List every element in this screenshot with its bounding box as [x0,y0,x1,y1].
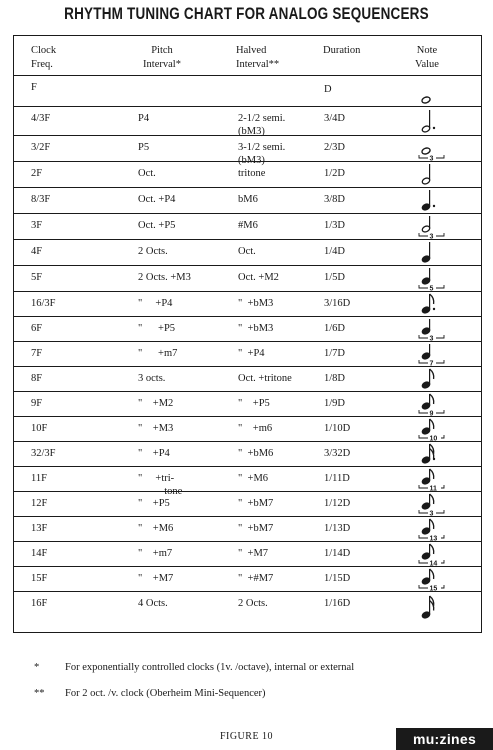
note-value-symbol [404,517,454,541]
duration-cell: 1/11D [324,473,350,484]
duration-cell: 1/15D [324,573,351,584]
note-value-symbol [404,342,454,366]
duration-cell: 2/3D [324,142,345,153]
note-flag [430,394,434,404]
clock-freq-cell: 14F [31,548,48,559]
halved-interval-cell: " +bM7 [238,498,274,509]
table-row [14,542,481,567]
note-icon [404,517,454,542]
footnote-1: * [34,662,40,673]
tuplet-number: 3 [429,233,434,241]
duration-cell: 1/16D [324,598,351,609]
tuplet-number: 7 [429,360,434,368]
note-flag [430,469,434,479]
note-flag [430,519,434,529]
duration-cell: 1/6D [324,323,345,334]
clock-freq-cell: 7F [31,348,43,359]
header-pitch-interval: Pitch Interval* [143,45,181,70]
note-value-symbol [404,467,454,491]
header-duration: Duration [323,45,361,56]
note-icon [404,367,454,392]
clock-freq-cell: 32/3F [31,448,56,459]
clock-freq-cell: 16F [31,598,48,609]
pitch-interval-cell: 4 Octs. [138,598,168,609]
note-flag [430,494,434,504]
halved-interval-cell: 2 Octs. [238,598,268,609]
pitch-interval-cell: 2 Octs. +M3 [138,272,191,283]
duration-cell: 1/13D [324,523,351,534]
tuplet-number: 11 [429,485,437,493]
clock-freq-cell: 8/3F [31,194,51,205]
header-clock-freq: Clock Freq. [31,45,57,70]
pitch-interval-cell: " +P5 [138,323,176,334]
note-icon [404,214,454,240]
tuplet-number: 5 [429,285,434,293]
pitch-interval-cell: " +P4 [138,448,170,459]
note-value-symbol [404,417,454,441]
note-icon [404,542,454,567]
pitch-interval-cell: " +M7 [138,573,174,584]
clock-freq-cell: 12F [31,498,48,509]
note-dot [433,205,435,207]
tuplet-number: 13 [429,535,438,543]
note-value-symbol [404,367,454,391]
table-row [14,367,481,392]
table-row [14,517,481,542]
pitch-interval-cell: " +P5 [138,498,170,509]
clock-freq-cell: 4F [31,246,43,257]
duration-cell: 1/4D [324,246,345,257]
pitch-interval-cell: " +tri- tone [138,473,183,497]
duration-cell: 3/32D [324,448,351,459]
table-row [14,136,481,166]
pitch-interval-cell: P5 [138,142,150,153]
halved-interval-cell: " +P5 [238,398,270,409]
duration-cell: 1/7D [324,348,345,359]
note-icon [404,162,454,188]
note-value-symbol [404,107,454,135]
header-note-value: Note Value [415,45,439,70]
halved-interval-cell: " +bM3 [238,298,274,309]
note-icon [404,467,454,492]
note-icon [404,317,454,342]
note-dot [433,458,435,460]
header-halved-interval: Halved Interval** [236,45,280,70]
clock-freq-cell: 3/2F [31,142,51,153]
duration-cell: 1/5D [324,272,345,283]
halved-interval-cell: #M6 [238,220,258,231]
pitch-interval-cell: " +m7 [138,548,173,559]
clock-freq-cell: 9F [31,398,43,409]
note-head [421,147,431,155]
duration-cell: 1/10D [324,423,351,434]
note-icon [404,266,454,292]
halved-interval-cell: " +M7 [238,548,269,559]
note-icon [404,107,454,136]
note-value-symbol [404,542,454,566]
note-value-symbol [404,292,454,316]
pitch-interval-cell: Oct. +P5 [138,220,176,231]
note-icon [404,567,454,592]
table-row [14,317,481,342]
note-value-symbol [404,136,454,161]
tuplet-number: 14 [429,560,438,568]
duration-cell: 3/4D [324,113,345,124]
note-icon [404,492,454,517]
note-flag [430,544,434,554]
table-header [14,36,481,76]
pitch-interval-cell: " +M3 [138,423,174,434]
tuplet-number: 10 [429,435,438,443]
note-value-symbol [404,188,454,213]
note-icon [404,188,454,214]
note-icon [404,292,454,317]
figure-label: FIGURE 10 [219,731,274,742]
table-row [14,342,481,367]
halved-interval-cell: Oct. [238,246,256,257]
footnote-2: ** [34,688,45,699]
clock-freq-cell: 13F [31,523,48,534]
note-icon [404,136,454,162]
duration-cell: 3/16D [324,298,351,309]
halved-interval-cell: " +M6 [238,473,269,484]
pitch-interval-cell: Oct. [138,168,156,179]
halved-interval-cell: 2-1/2 semi. (bM3) [238,113,286,137]
duration-cell: 1/14D [324,548,351,559]
halved-interval-cell: " +#M7 [238,573,274,584]
tuplet-number: 15 [429,585,438,593]
clock-freq-cell: 3F [31,220,43,231]
duration-cell: D [324,84,332,95]
chart-title: RHYTHM TUNING CHART FOR ANALOG SEQUENCERS [64,4,429,23]
duration-cell: 1/3D [324,220,345,231]
note-icon [404,592,454,622]
note-value-symbol [404,392,454,416]
table-row [14,592,481,622]
pitch-interval-cell: 2 Octs. [138,246,168,257]
table-row [14,442,481,467]
note-flag [430,369,434,379]
note-value-symbol [404,162,454,187]
halved-interval-cell: " +P4 [238,348,265,359]
muzines-logo: mu:zines [396,728,493,750]
note-value-symbol [404,76,454,106]
duration-cell: 3/8D [324,194,345,205]
clock-freq-cell: F [31,82,37,93]
note-value-symbol [404,492,454,516]
table-row [14,467,481,497]
note-flag [430,294,434,304]
clock-freq-cell: 11F [31,473,47,484]
halved-interval-cell: " +bM3 [238,323,274,334]
pitch-interval-cell: " +M2 [138,398,174,409]
note-value-symbol [404,240,454,265]
note-value-symbol [404,442,454,466]
tuplet-number: 9 [429,410,434,418]
clock-freq-cell: 6F [31,323,43,334]
note-dot [433,127,435,129]
table-row [14,266,481,292]
halved-interval-cell: " +m6 [238,423,273,434]
table-row [14,492,481,517]
halved-interval-cell: Oct. +tritone [238,373,292,384]
note-value-symbol [404,214,454,239]
rhythm-tuning-table [13,35,482,633]
tuplet-number: 3 [429,510,434,518]
clock-freq-cell: 8F [31,373,43,384]
table-row [14,214,481,240]
duration-cell: 1/8D [324,373,345,384]
table-row [14,76,481,107]
note-icon [404,417,454,442]
clock-freq-cell: 15F [31,573,48,584]
halved-interval-cell: " +bM7 [238,523,274,534]
note-head [421,96,431,104]
pitch-interval-cell: P4 [138,113,150,124]
note-flag [430,569,434,579]
note-value-symbol [404,567,454,591]
clock-freq-cell: 10F [31,423,48,434]
pitch-interval-cell: Oct. +P4 [138,194,176,205]
note-value-symbol [404,266,454,291]
clock-freq-cell: 4/3F [31,113,51,124]
clock-freq-cell: 16/3F [31,298,56,309]
footnote-1-text: For exponentially controlled clocks (1v. /octave), internal or external [65,662,355,673]
table-row [14,392,481,417]
note-value-symbol [404,317,454,341]
note-icon [404,240,454,266]
note-icon [404,442,454,467]
note-icon [404,342,454,367]
halved-interval-cell: tritone [238,168,266,179]
pitch-interval-cell: " +M6 [138,523,174,534]
clock-freq-cell: 5F [31,272,43,283]
halved-interval-cell: " +bM6 [238,448,274,459]
note-icon [404,392,454,417]
halved-interval-cell: Oct. +M2 [238,272,279,283]
pitch-interval-cell: 3 octs. [138,373,166,384]
halved-interval-cell: bM6 [238,194,258,205]
duration-cell: 1/2D [324,168,345,179]
clock-freq-cell: 2F [31,168,43,179]
note-dot [433,308,435,310]
table-row [14,417,481,442]
note-flag [430,419,434,429]
pitch-interval-cell: " +P4 [138,298,173,309]
table-row [14,567,481,592]
tuplet-number: 3 [429,155,434,163]
table-row [14,292,481,317]
note-value-symbol [404,592,454,622]
table-row [14,188,481,214]
duration-cell: 1/9D [324,398,345,409]
footnote-2-text: For 2 oct. /v. clock (Oberheim Mini-Sequencer) [65,688,266,699]
tuplet-number: 3 [429,335,434,343]
note-icon [404,76,454,107]
table-row [14,240,481,266]
pitch-interval-cell: " +m7 [138,348,178,359]
duration-cell: 1/12D [324,498,351,509]
table-row [14,162,481,188]
halved-interval-cell: 3-1/2 semi. (bM3) [238,142,286,166]
table-row [14,107,481,136]
